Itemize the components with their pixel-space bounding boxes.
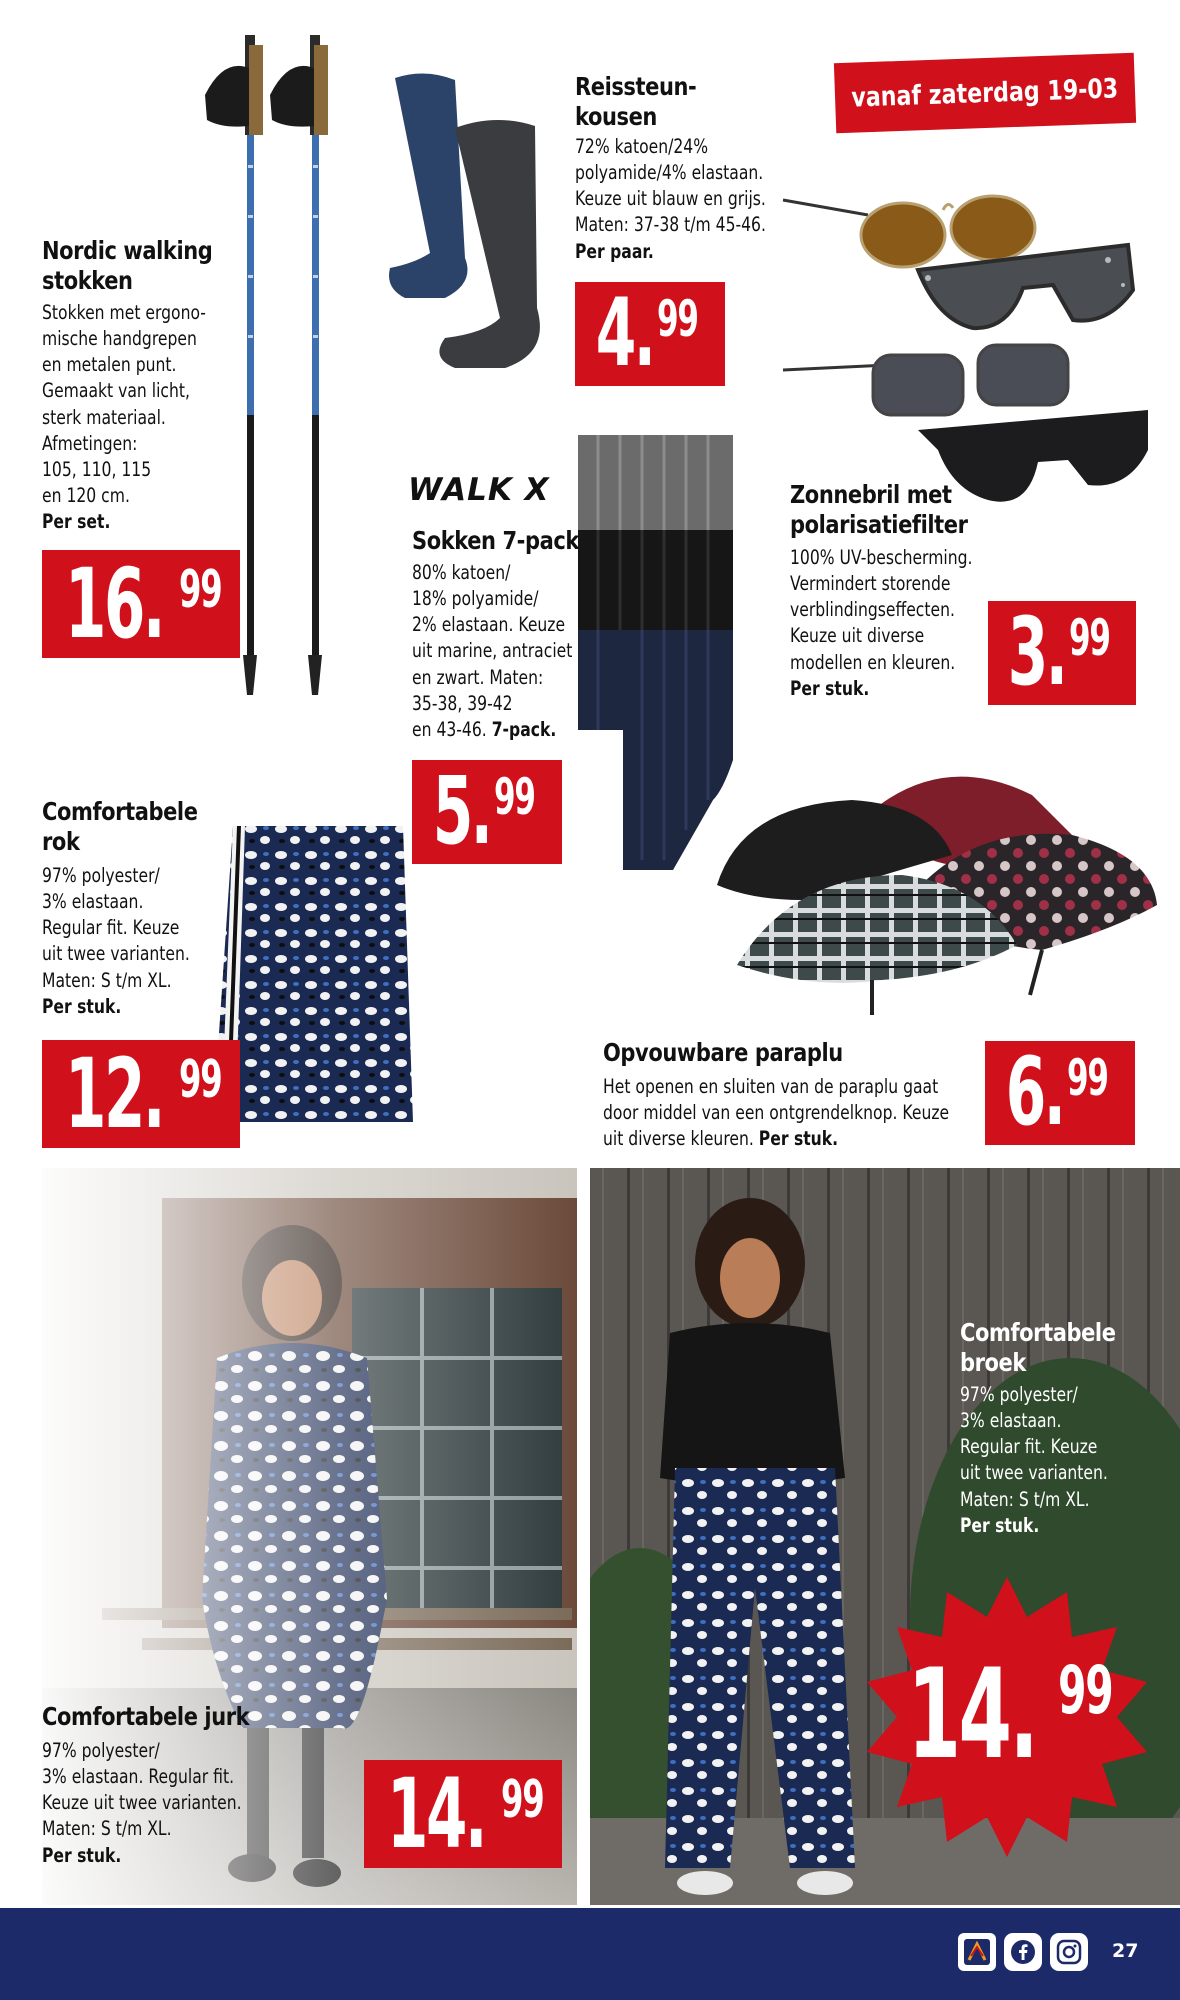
jurk-desc-line: Maten: S t/m XL. [42, 1817, 172, 1841]
sokken-desc-line: uit marine, antraciet [412, 639, 573, 663]
sokken-unit: 7-pack. [491, 717, 557, 741]
rok-desc-line: Maten: S t/m XL. [42, 968, 172, 992]
walking-desc-line: en metalen punt. [42, 353, 177, 377]
rok-description [42, 863, 190, 1020]
zonnebril-desc-line: modellen en kleuren. [790, 650, 956, 674]
paraplu-unit: Per stuk. [758, 1127, 839, 1151]
walking-unit: Per set. [42, 510, 111, 533]
rok-unit: Per stuk. [42, 994, 122, 1018]
paraplu-desc-line: door middel van een ontgrendelknop. Keuze [603, 1101, 950, 1125]
sokken-desc-line: 80% katoen/ [412, 561, 511, 584]
broek-title-line: broek [960, 1347, 1026, 1377]
kousen-price [575, 279, 725, 388]
broek-unit: Per stuk. [960, 1513, 1040, 1537]
kousen-price-dec: 99 [656, 290, 698, 348]
instagram-icon-glyph [1056, 1939, 1082, 1965]
kousen-description [575, 134, 766, 265]
walking-price [42, 550, 240, 658]
walking-desc-line: mische handgrepen [42, 327, 197, 351]
zonnebril-desc-line: Keuze uit diverse [790, 624, 925, 648]
paraplu-title-line: Opvouwbare paraplu [603, 1038, 843, 1067]
walking-desc-line: sterk materiaal. [42, 405, 166, 429]
jurk-title-line: Comfortabele jurk [42, 1702, 250, 1731]
sokken-desc-line: 18% polyamide/ [412, 587, 539, 611]
facebook-icon[interactable] [1004, 1933, 1042, 1971]
zonnebril-desc-line: 100% UV-bescherming. [790, 546, 973, 569]
kousen-title [575, 72, 696, 131]
sokken-desc-last-line [412, 717, 572, 743]
rok-title [42, 797, 198, 856]
sokken-title [412, 526, 579, 556]
sokken-desc-line: 35-38, 39-42 [412, 691, 513, 715]
support-socks-image [385, 68, 570, 383]
kousen-title-line: kousen [575, 101, 657, 131]
paraplu-price-dec: 99 [1066, 1049, 1108, 1107]
aldi-logo-mark [963, 1938, 991, 1966]
walkx-brand-text: WALK X [408, 472, 550, 508]
sokken-desc-line: 2% elastaan. Keuze [412, 613, 566, 637]
broek-title-line: Comfortabele [960, 1318, 1116, 1347]
sunglasses-image [778, 160, 1163, 520]
walking-title-line: Nordic walking [42, 236, 213, 265]
walking-desc-line: en 120 cm. [42, 483, 130, 507]
paraplu-title [603, 1038, 843, 1068]
umbrellas-image [712, 755, 1167, 1025]
zonnebril-price-int: 3. [1007, 598, 1066, 707]
rok-title-line: Comfortabele [42, 797, 198, 826]
walking-title-line: stokken [42, 265, 133, 295]
page-number: 27 [1112, 1940, 1139, 1962]
sokken-title-line: Sokken 7-pack [412, 526, 579, 555]
jurk-desc-line: 97% polyester/ [42, 1739, 160, 1762]
sokken-last-text: en 43-46. [412, 717, 487, 741]
sokken-price-int: 5. [432, 757, 491, 866]
broek-desc-line: Maten: S t/m XL. [960, 1487, 1090, 1511]
zonnebril-unit: Per stuk. [790, 676, 870, 700]
zonnebril-price-dec: 99 [1068, 609, 1110, 667]
jurk-price-dec: 99 [500, 1770, 544, 1830]
kousen-price-int: 4. [595, 279, 654, 388]
jurk-price [364, 1760, 562, 1868]
rok-desc-line: uit twee varianten. [42, 942, 190, 966]
sokken-price-dec: 99 [493, 768, 535, 826]
aldi-logo[interactable] [958, 1933, 996, 1971]
kousen-desc-line: Maten: 37-38 t/m 45-46. [575, 213, 766, 237]
footer-bar [0, 1908, 1180, 2000]
paraplu-price [985, 1038, 1135, 1147]
broek-price-dec: 99 [1057, 1652, 1113, 1729]
jurk-price-int: 14. [386, 1758, 485, 1870]
rok-title-line: rok [42, 826, 80, 856]
broek-description [960, 1382, 1108, 1539]
broek-desc-line: 3% elastaan. [960, 1409, 1062, 1433]
paraplu-description [603, 1074, 949, 1152]
rok-desc-line: 3% elastaan. [42, 890, 144, 914]
broek-desc-line: 97% polyester/ [960, 1383, 1078, 1406]
walkx-brand-logo [408, 472, 550, 508]
zonnebril-title [790, 480, 968, 539]
walking-desc-line: Stokken met ergono- [42, 301, 206, 324]
paraplu-price-int: 6. [1005, 1038, 1064, 1147]
broek-desc-line: uit twee varianten. [960, 1461, 1108, 1485]
walking-desc-line: Gemaakt van licht, [42, 379, 190, 403]
walking-title [42, 236, 212, 295]
kousen-desc-line: 72% katoen/24% [575, 135, 709, 158]
walking-price-dec: 99 [178, 560, 222, 620]
paraplu-desc-last-line [603, 1126, 949, 1152]
skirt-image [213, 822, 413, 1122]
jurk-desc-line: 3% elastaan. Regular fit. [42, 1765, 235, 1789]
walking-desc-line: 105, 110, 115 [42, 457, 152, 481]
zonnebril-price [988, 598, 1136, 707]
jurk-desc-line: Keuze uit twee varianten. [42, 1791, 242, 1815]
facebook-icon-glyph [1010, 1939, 1036, 1965]
instagram-icon[interactable] [1050, 1933, 1088, 1971]
jurk-unit: Per stuk. [42, 1843, 122, 1867]
zonnebril-title-line: Zonnebril met [790, 480, 952, 509]
zonnebril-desc-line: Vermindert storende [790, 572, 951, 596]
rok-desc-line: 97% polyester/ [42, 864, 160, 887]
jurk-title [42, 1702, 249, 1732]
kousen-desc-line: Keuze uit blauw en grijs. [575, 187, 766, 211]
zonnebril-title-line: polarisatiefilter [790, 509, 968, 539]
walking-desc-line: Afmetingen: [42, 431, 138, 455]
rok-price-dec: 99 [178, 1050, 222, 1110]
rok-price [42, 1040, 240, 1148]
kousen-unit: Per paar. [575, 239, 654, 263]
rok-price-int: 12. [64, 1038, 163, 1150]
walking-description [42, 300, 206, 535]
kousen-desc-line: polyamide/4% elastaan. [575, 161, 764, 185]
date-banner [834, 53, 1136, 133]
jurk-description [42, 1738, 242, 1869]
broek-desc-line: Regular fit. Keuze [960, 1435, 1098, 1459]
walking-price-int: 16. [64, 548, 163, 660]
rok-desc-line: Regular fit. Keuze [42, 916, 180, 940]
date-banner-text: vanaf zaterdag 19-03 [851, 72, 1119, 114]
zonnebril-description [790, 545, 972, 702]
sokken-price [412, 757, 562, 866]
kousen-title-line: Reissteun- [575, 72, 697, 101]
sokken-description [412, 560, 572, 743]
broek-title [960, 1318, 1116, 1377]
paraplu-desc-line: Het openen en sluiten van de paraplu gaat [603, 1075, 939, 1098]
broek-price [890, 1640, 1124, 1790]
sokken-desc-line: en zwart. Maten: [412, 665, 544, 689]
broek-price-int: 14. [907, 1643, 1037, 1787]
paraplu-last-text: uit diverse kleuren. [603, 1127, 754, 1151]
zonnebril-desc-line: verblindingseffecten. [790, 598, 955, 622]
